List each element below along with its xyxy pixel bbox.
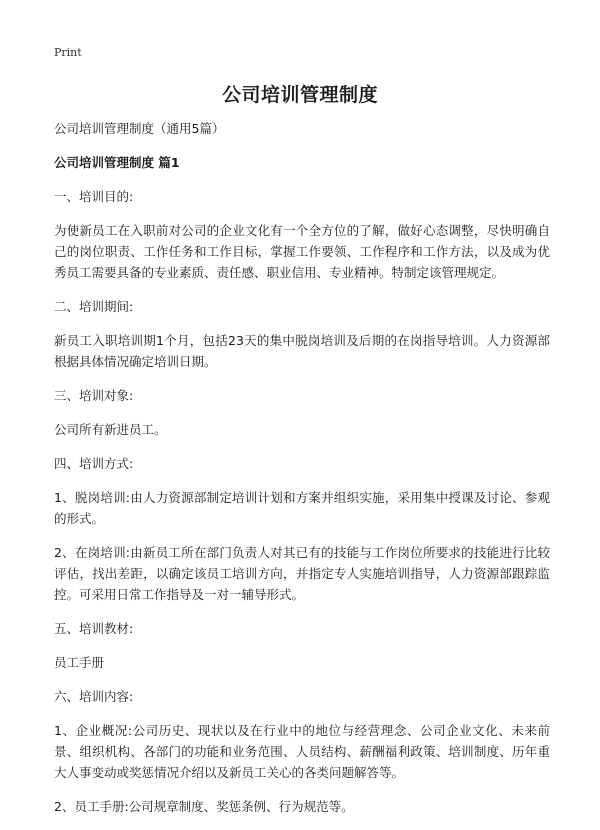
paragraph-content-1: 1、企业概况:公司历史、现状以及在行业中的地位与经营理念、公司企业文化、未来前景、组织机构、各部门的功能和业务范围、人员结构、薪酬福利政策、培训制度、历年重大人事变动或奖惩情况介绍以及新员工关心的各类问题解答等。: [54, 723, 550, 780]
section-heading-method: 四、培训方式:: [54, 456, 134, 471]
page-title: 公司培训管理制度: [221, 84, 378, 106]
paragraph-method-2: 2、在岗培训:由新员工所在部门负责人对其已有的技能与工作岗位所要求的技能进行比较评估，找出差距，以确定该员工培训方向，并指定专人实施培训指导，人力资源部跟踪监控。可采用日常工作指导及一对一辅导形式。: [54, 545, 550, 602]
section-heading-period: 二、培训期间:: [54, 299, 134, 314]
document-body: [54, 118, 550, 830]
paragraph-method-1: 1、脱岗培训:由人力资源部制定培训计划和方案并组织实施，采用集中授课及讨论、参观的形式。: [54, 490, 550, 526]
article-heading: 公司培训管理制度 篇1: [54, 155, 180, 170]
print-label: Print: [54, 46, 82, 59]
paragraph-materials: 员工手册: [54, 655, 105, 670]
paragraph-purpose: 为使新员工在入职前对公司的企业文化有一个全方位的了解，做好心态调整，尽快明确自己的岗位职责、工作任务和工作目标，掌握工作要领、工作程序和工作方法，以及成为优秀员工需要具备的专业素质、责任感、职业信用、专业精神。特制定该管理规定。: [54, 223, 550, 280]
document-subtitle: 公司培训管理制度（通用5篇）: [54, 121, 225, 136]
paragraph-period: 新员工入职培训期1个月，包括23天的集中脱岗培训及后期的在岗指导培训。人力资源部根据具体情况确定培训日期。: [54, 333, 550, 369]
paragraph-audience: 公司所有新进员工。: [54, 422, 167, 437]
paragraph-content-2: 2、员工手册:公司规章制度、奖惩条例、行为规范等。: [54, 799, 354, 814]
section-heading-audience: 三、培训对象:: [54, 388, 134, 403]
section-heading-materials: 五、培训教材:: [54, 621, 134, 636]
section-heading-purpose: 一、培训目的:: [54, 189, 134, 204]
section-heading-content: 六、培训内容:: [54, 689, 134, 704]
